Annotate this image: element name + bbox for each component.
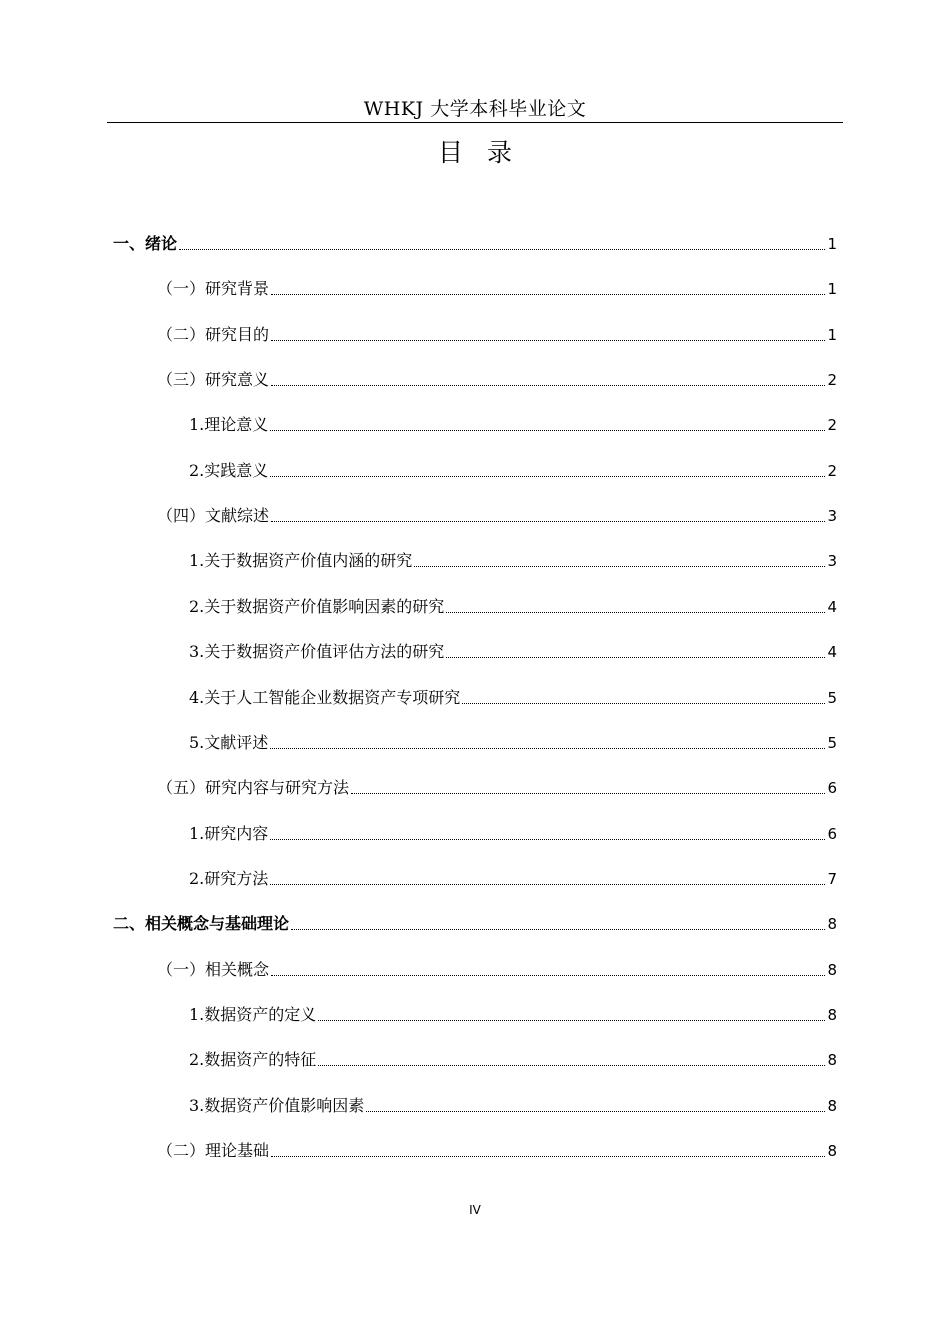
toc-entry-page: 8 — [827, 915, 837, 933]
dot-leader — [291, 929, 825, 930]
dot-leader — [351, 793, 825, 794]
toc-entry-page: 5 — [827, 689, 837, 707]
dot-leader — [462, 703, 825, 704]
page-number: IV — [469, 1203, 481, 1217]
toc-entry-label: 5.文献评述 — [189, 733, 269, 752]
toc-entry[interactable] — [189, 1004, 837, 1026]
toc-entry-page: 3 — [827, 552, 837, 570]
dot-leader — [366, 1111, 825, 1112]
toc-entry-page: 5 — [827, 734, 837, 752]
toc-entry-label: （二）研究目的 — [157, 325, 270, 344]
toc-entry[interactable] — [157, 369, 837, 391]
toc-entry[interactable] — [189, 550, 837, 572]
toc-entry[interactable] — [157, 324, 837, 346]
toc-entry-page: 8 — [827, 1097, 837, 1115]
dot-leader — [318, 1020, 825, 1021]
dot-leader — [270, 839, 825, 840]
toc-entry[interactable] — [189, 687, 837, 709]
toc-entry-label: 3.数据资产价值影响因素 — [189, 1096, 365, 1115]
toc-entry-page: 8 — [827, 961, 837, 979]
toc-entry[interactable] — [157, 505, 837, 527]
toc-entry[interactable] — [157, 1140, 837, 1162]
dot-leader — [446, 612, 825, 613]
toc-entry[interactable] — [189, 868, 837, 890]
dot-leader — [179, 249, 825, 250]
toc-entry-page: 6 — [827, 825, 837, 843]
dot-leader — [414, 566, 825, 567]
toc-entry-label: （二）理论基础 — [157, 1141, 270, 1160]
dot-leader — [446, 657, 825, 658]
toc-entry-page: 8 — [827, 1051, 837, 1069]
dot-leader — [318, 1065, 825, 1066]
toc-entry-page: 6 — [827, 779, 837, 797]
toc-entry[interactable] — [157, 777, 837, 799]
toc-entry-label: 1.关于数据资产价值内涵的研究 — [189, 551, 413, 570]
toc-entry-label: 二、相关概念与基础理论 — [113, 914, 290, 933]
toc-entry-page: 4 — [827, 643, 837, 661]
toc-entry[interactable] — [189, 460, 837, 482]
toc-entry[interactable] — [113, 913, 837, 935]
dot-leader — [271, 975, 825, 976]
toc-entry[interactable] — [113, 233, 837, 255]
toc-entry-label: 1.理论意义 — [189, 415, 269, 434]
dot-leader — [271, 385, 825, 386]
toc-entry-label: 2.数据资产的特征 — [189, 1050, 317, 1069]
header-rule — [107, 122, 843, 123]
toc-entry[interactable] — [189, 732, 837, 754]
toc-entry[interactable] — [189, 1049, 837, 1071]
toc-entry-page: 7 — [827, 870, 837, 888]
toc-entry-label: （一）相关概念 — [157, 960, 270, 979]
dot-leader — [271, 294, 825, 295]
toc-title: 目录 — [437, 138, 536, 167]
toc-entry-page: 8 — [827, 1006, 837, 1024]
toc-entry-page: 2 — [827, 416, 837, 434]
toc-entry-page: 3 — [827, 507, 837, 525]
toc-entry-label: （三）研究意义 — [157, 370, 270, 389]
toc-entry[interactable] — [189, 823, 837, 845]
toc-entry-page: 1 — [827, 235, 837, 253]
toc-entry-page: 2 — [827, 371, 837, 389]
toc-entry-page: 4 — [827, 598, 837, 616]
toc-entry-page: 2 — [827, 462, 837, 480]
toc-entry[interactable] — [157, 959, 837, 981]
toc-entry-label: 1.研究内容 — [189, 824, 269, 843]
toc-entry-label: 一、绪论 — [113, 234, 178, 253]
dot-leader — [271, 340, 825, 341]
dot-leader — [271, 521, 825, 522]
running-header: WHKJ 大学本科毕业论文 — [363, 98, 587, 120]
toc-entry-label: （五）研究内容与研究方法 — [157, 778, 350, 797]
toc-entry[interactable] — [157, 278, 837, 300]
toc-entry[interactable] — [189, 641, 837, 663]
toc-entry[interactable] — [189, 1095, 837, 1117]
toc-entry-label: 1.数据资产的定义 — [189, 1005, 317, 1024]
toc-entry-page: 1 — [827, 326, 837, 344]
dot-leader — [270, 476, 825, 477]
toc-entry-label: 2.关于数据资产价值影响因素的研究 — [189, 597, 445, 616]
toc-entry-page: 8 — [827, 1142, 837, 1160]
dot-leader — [270, 884, 825, 885]
toc-entry-label: 3.关于数据资产价值评估方法的研究 — [189, 642, 445, 661]
toc-entry-page: 1 — [827, 280, 837, 298]
toc-entry-label: 4.关于人工智能企业数据资产专项研究 — [189, 688, 461, 707]
toc-entry-label: （一）研究背景 — [157, 279, 270, 298]
toc-entry[interactable] — [189, 414, 837, 436]
toc-entry-label: （四）文献综述 — [157, 506, 270, 525]
dot-leader — [270, 748, 825, 749]
toc-entry[interactable] — [189, 596, 837, 618]
toc-entry-label: 2.研究方法 — [189, 869, 269, 888]
dot-leader — [270, 430, 825, 431]
toc-entry-label: 2.实践意义 — [189, 461, 269, 480]
dot-leader — [271, 1156, 825, 1157]
